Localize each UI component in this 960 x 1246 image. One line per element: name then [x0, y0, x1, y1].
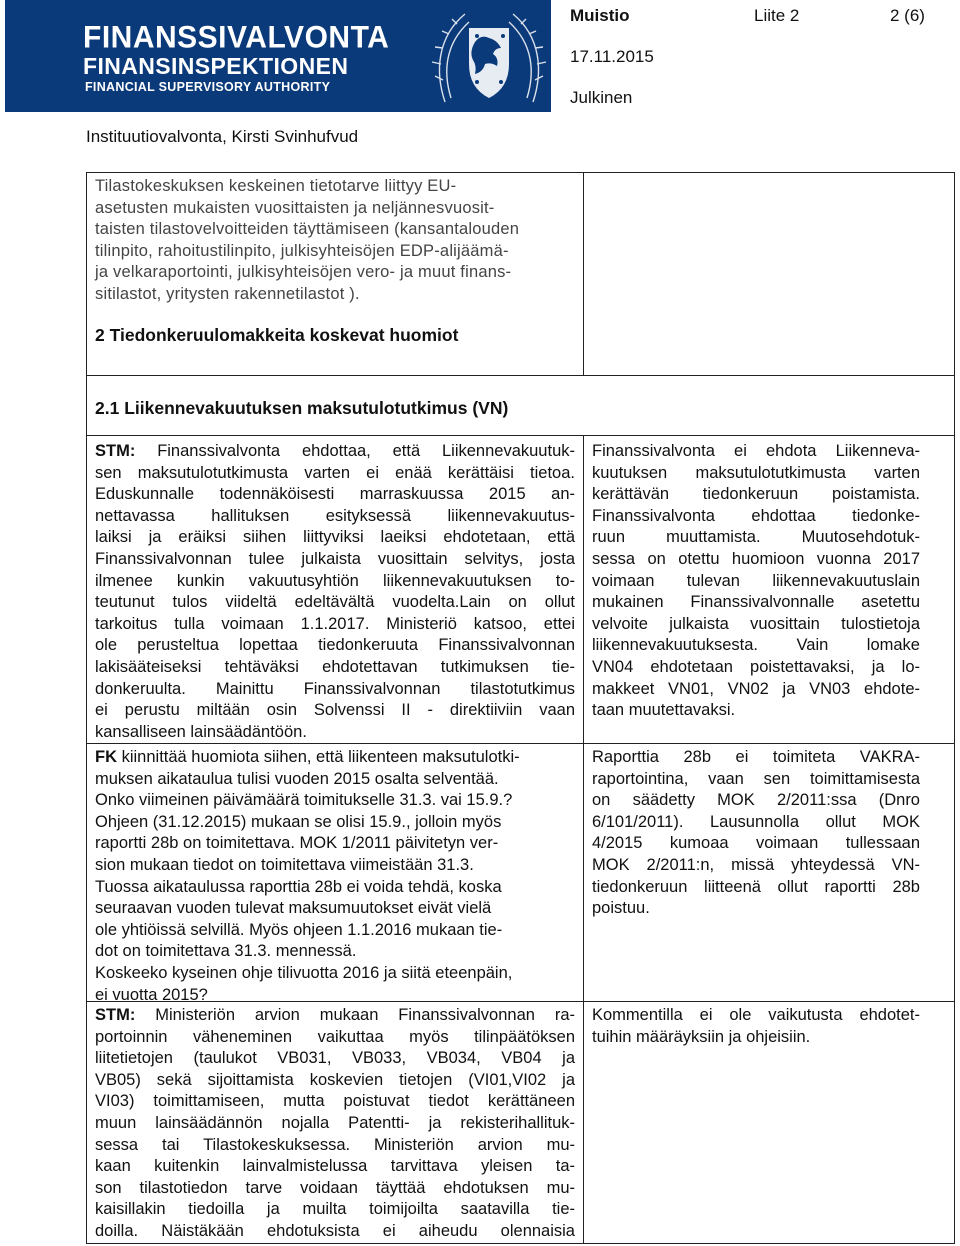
text-line: kaan kuitenkin lainvalmistelussa tarvittava yleisen ta-	[95, 1157, 575, 1176]
commenter-label: STM:	[95, 442, 136, 460]
text-line: muksen aikataulua tulisi vuoden 2015 osalta selventää.	[95, 769, 499, 788]
row1-response	[592, 441, 920, 722]
text-line: 4/2015 kumoaa voimaan tullessaan	[592, 834, 920, 853]
text-line: ja velkaraportointi, julkisyhteisöjen vero- ja muut finans-	[95, 263, 512, 282]
table-border-right	[954, 172, 955, 1244]
text-line: voimaan tulevan liikennevakuutuslain	[592, 571, 920, 590]
text-line: kaisillakin tiedoilla ja muilta toimijoilta saatavilla tie-	[95, 1200, 575, 1219]
text-line: liikennevakuutuksesta. Vain lomake	[592, 636, 920, 655]
text-line: tiedonkeruun liitteenä ollut raportti 28b	[592, 877, 920, 896]
text-line: Finanssivalvonnan tulee julkaista vuosittain selvitys, josta	[95, 549, 575, 568]
text-line: Kommentilla ei ole vaikutusta ehdotet-	[592, 1006, 920, 1024]
text-line: Ministeriön arvion mukaan Finanssivalvonnan ra-	[155, 1006, 575, 1024]
row1-comment	[95, 441, 575, 743]
page-number: 2 (6)	[890, 6, 925, 25]
text-line: ole perusteltua lopettaa tiedonkeruuta Finanssivalvonnan	[95, 636, 575, 655]
commenter-label: FK	[95, 748, 117, 766]
text-line: sion mukaan tiedot on toimitettava viimeistään 31.3.	[95, 855, 474, 874]
table-border-left	[86, 172, 87, 1244]
text-line: taan muutettavaksi.	[592, 701, 736, 720]
text-line: kerättävän tiedonkeruun poistamista.	[592, 485, 920, 504]
table-border-top	[86, 172, 955, 173]
text-line: tilinpito, rahoitustilinpito, julkisyhteisöjen EDP-alijäämä-	[95, 241, 509, 260]
author-line: Instituutiovalvonta, Kirsti Svinhufvud	[86, 127, 359, 146]
lion-emblem-icon	[425, 2, 551, 112]
text-line: Tuossa aikataulussa raporttia 28b ei voida tehdä, koska	[95, 877, 502, 896]
text-line: asetusten mukaisten vuosittaisten ja neljännesvuosit-	[95, 198, 495, 217]
row-divider-1	[86, 375, 955, 376]
section-heading: 2 Tiedonkeruulomakkeita koskevat huomiot	[95, 325, 459, 345]
column-divider	[583, 436, 584, 1244]
text-line: raportti 28b on toimitettava. MOK 1/2011 päivitetyn ver-	[95, 834, 499, 853]
document-date: 17.11.2015	[570, 47, 654, 66]
row3-response	[592, 1005, 920, 1048]
text-line: portoinnin väheneminen vaikuttaa myös tilinpäätöksen	[95, 1027, 575, 1046]
document-type: Muistio	[570, 6, 630, 25]
table-border-bottom	[86, 1243, 955, 1244]
column-divider-top	[583, 172, 584, 376]
text-line: kiinnittää huomiota siihen, että liikenteen maksutulotki-	[121, 748, 520, 766]
text-line: 6/101/2011). Lausunnolla ollut MOK	[592, 812, 920, 831]
attachment-label: Liite 2	[754, 6, 800, 25]
text-line: muun lainsäädännön nojalla Patentti- ja rekisterihallituk-	[95, 1113, 575, 1132]
text-line: VI03) toimittamiseen, mutta poistuvat tiedot kerättäneen	[95, 1092, 575, 1111]
text-line: nettavassa hallituksen esityksessä liikennevakuutus-	[95, 506, 575, 525]
text-line: laiksi ja eräiksi siihen liittyviksi laeiksi ehdotetaan, että	[95, 528, 575, 547]
text-line: VN04 ehdotetaan poistettavaksi, ja lo-	[592, 657, 920, 676]
text-line: liitetietojen (taulukot VB031, VB033, VB034, VB04 ja	[95, 1049, 575, 1068]
text-line: sessa tai Tilastokeskuksessa. Ministeriön arvion mu-	[95, 1135, 575, 1154]
text-line: raportointina, vaan sen toimittamisesta	[592, 769, 920, 788]
logo-text-finnish: FINANSSIVALVONTA	[83, 20, 390, 55]
text-line: Tilastokeskuksen keskeinen tietotarve liittyy EU-	[95, 177, 457, 195]
text-line: taisten tilastovelvoitteiden täyttämiseen (kansantalouden	[95, 220, 520, 239]
text-line: donkeruulta. Mainittu Finanssivalvonnan tilastotutkimus	[95, 679, 575, 698]
logo-text-english: FINANCIAL SUPERVISORY AUTHORITY	[85, 80, 331, 94]
text-line: Eduskunnalle todennäköisesti marraskuussa 2015 an-	[95, 485, 575, 504]
logo-text-swedish: FINANSINSPEKTIONEN	[83, 53, 349, 79]
intro-paragraph	[95, 176, 577, 306]
text-line: sessa on otettu huomioon vuonna 2017	[592, 549, 920, 568]
text-line: ilmenee kunkin vakuutusyhtiön liikennevakuutuksen to-	[95, 571, 575, 590]
text-line: velvoite julkaista vuosittain tulostietoja	[592, 614, 920, 633]
text-line: doilla. Näistäkään ehdotuksista ei aiheudu olennaisia	[95, 1221, 575, 1240]
text-line: ei vuotta 2015?	[95, 985, 208, 1004]
text-line: mukainen Finanssivalvonnalle asetettu	[592, 593, 920, 612]
text-line: teutunut tulos viideltä edeltävältä vuodelta.Lain on ollut	[95, 593, 575, 612]
text-line: on säädetty MOK 2/2011:ssa (Dnro	[592, 791, 920, 810]
text-line: lakisääteiseksi tehtäväksi ehdotettavan tutkimuksen tie-	[95, 657, 575, 676]
text-line: Raporttia 28b ei toimiteta VAKRA-	[592, 748, 920, 766]
commenter-label: STM:	[95, 1006, 136, 1024]
text-line: Finanssivalvonta ehdottaa, että Liikennevakuutuk-	[157, 442, 575, 460]
text-line: VB05) sekä sijoittamista koskevien tietojen (VI01,VI02 ja	[95, 1070, 575, 1089]
text-line: tuihin määräyksiin ja ohjeisiin.	[592, 1027, 811, 1046]
text-line: kansalliseen lainsäädäntöön.	[95, 722, 307, 741]
text-line: MOK 2/2011:n, missä yhteydessä VN-	[592, 855, 920, 874]
text-line: Finanssivalvonta ei ehdota Liikenneva-	[592, 442, 920, 460]
text-line: ei perustu miltään osin Solvenssi II - direktiiviin vaan	[95, 701, 575, 720]
text-line: Finanssivalvonta ehdottaa tiedonke-	[592, 506, 920, 525]
logo-banner	[5, 0, 551, 112]
subsection-heading: 2.1 Liikennevakuutuksen maksutulotutkimus (VN)	[95, 398, 509, 418]
text-line: son tilastotiedon tarve voidaan täyttää ehdotuksen mu-	[95, 1178, 575, 1197]
row3-comment	[95, 1005, 575, 1243]
text-line: ruun muuttamista. Muutosehdotuk-	[592, 528, 920, 547]
text-line: Onko viimeinen päivämäärä toimitukselle 31.3. vai 15.9.?	[95, 791, 513, 810]
text-line: Koskeeko kyseinen ohje tilivuotta 2016 ja siitä eteenpäin,	[95, 963, 513, 982]
text-line: ole yhtiöissä selvillä. Myös ohjeen 1.1.2016 mukaan tie-	[95, 920, 503, 939]
text-line: poistuu.	[592, 899, 650, 918]
row-divider-2	[86, 435, 955, 436]
text-line: sitilastot, yritysten rakennetilastot ).	[95, 284, 360, 303]
text-line: makkeet VN01, VN02 ja VN03 ehdote-	[592, 679, 920, 698]
text-line: dot on toimitettava 31.3. mennessä.	[95, 942, 357, 961]
classification: Julkinen	[570, 88, 633, 107]
text-line: kuutuksen maksutulotutkimusta varten	[592, 463, 920, 482]
text-line: tarkoitus tulla voimaan 1.1.2017. Ministeriö katsoo, ettei	[95, 614, 575, 633]
row2-comment	[95, 747, 575, 1006]
row2-response	[592, 747, 920, 920]
text-line: Ohjeen (31.12.2015) mukaan se olisi 15.9., jolloin myös	[95, 812, 502, 831]
text-line: sen maksutulotutkimusta varten ei enää kerättäisi tietoa.	[95, 463, 575, 482]
text-line: seuraavan vuoden tulevat maksumuutokset eivät vielä	[95, 899, 492, 918]
